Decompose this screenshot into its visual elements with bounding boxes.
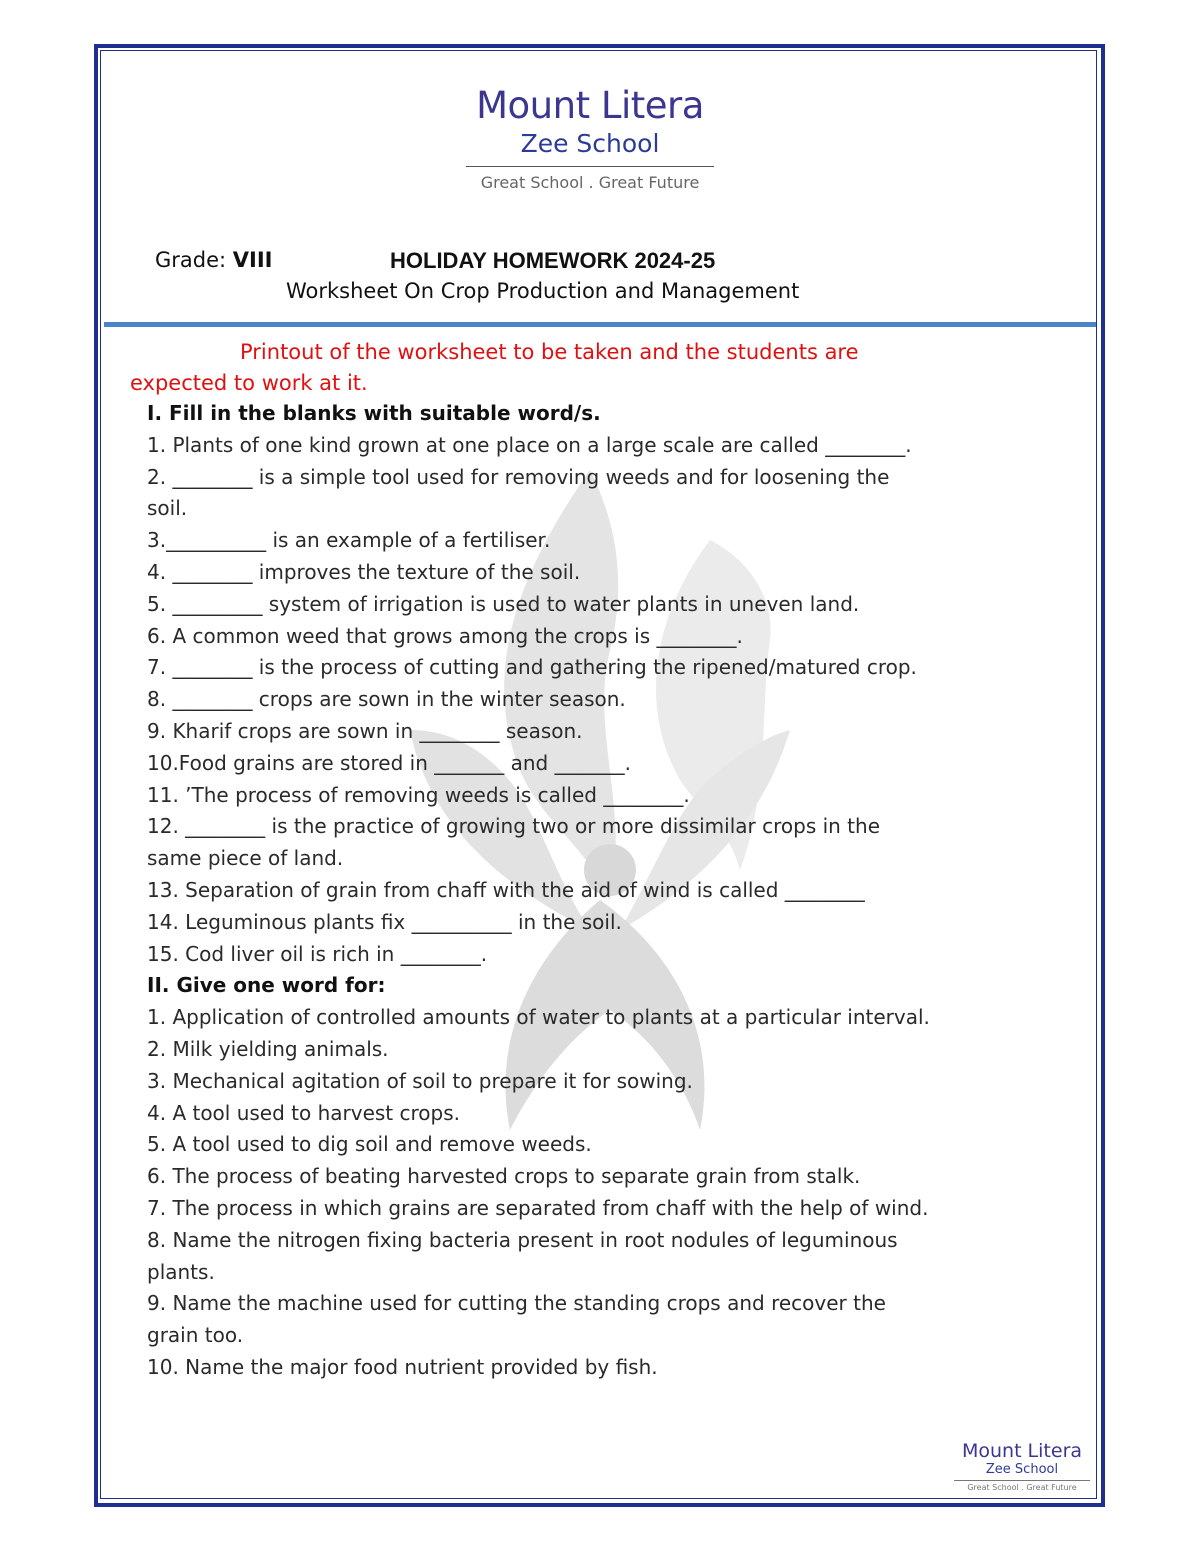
worksheet-content <box>147 398 1027 1384</box>
question-item: 11. ’The process of removing weeds is called ________. <box>147 782 690 807</box>
question-item: 10.Food grains are stored in _______ and _______. <box>147 750 631 775</box>
question-item: 8. ________ crops are sown in the winter season. <box>147 687 626 712</box>
question-item: 5. A tool used to dig soil and remove weeds. <box>147 1132 592 1157</box>
question-item: 15. Cod liver oil is rich in ________. <box>147 941 488 966</box>
question-item: 2. ________ is a simple tool used for removing weeds and for loosening the <box>147 464 890 489</box>
section-2-heading: II. Give one word for: <box>147 973 386 998</box>
instruction-notice <box>130 337 990 399</box>
logo-subname: Zee School <box>520 129 660 158</box>
grade-value: VIII <box>232 248 273 272</box>
question-item: 3.__________ is an example of a fertiliser. <box>147 528 551 553</box>
footer-logo-name: Mount Litera <box>961 1440 1083 1462</box>
question-item: 8. Name the nitrogen fixing bacteria present in root nodules of leguminous <box>147 1227 898 1252</box>
question-item: soil. <box>147 496 188 521</box>
question-item: grain too. <box>147 1323 244 1348</box>
page-title: HOLIDAY HOMEWORK 2024-25 <box>390 248 716 273</box>
footer-school-logo <box>950 1440 1094 1493</box>
question-item: 4. ________ improves the texture of the soil. <box>147 559 581 584</box>
logo-rule <box>466 166 714 167</box>
question-item: 9. Kharif crops are sown in ________ season. <box>147 718 583 743</box>
question-item: 5. _________ system of irrigation is used to water plants in uneven land. <box>147 591 860 616</box>
question-item: 2. Milk yielding animals. <box>147 1036 389 1061</box>
footer-logo-rule <box>954 1480 1090 1481</box>
question-item: 9. Name the machine used for cutting the standing crops and recover the <box>147 1291 886 1316</box>
grade-label: Grade: <box>155 248 227 272</box>
logo-name: Mount Litera <box>476 84 704 127</box>
question-item: 7. The process in which grains are separated from chaff with the help of wind. <box>147 1195 929 1220</box>
question-item: same piece of land. <box>147 846 344 871</box>
section-1-heading: I. Fill in the blanks with suitable word/s. <box>147 401 601 425</box>
grade-line <box>155 248 273 272</box>
school-logo <box>460 84 720 193</box>
notice-line-1: Printout of the worksheet to be taken and the students are <box>240 340 859 364</box>
question-item: 6. The process of beating harvested crops to separate grain from stalk. <box>147 1164 861 1189</box>
footer-logo-subname: Zee School <box>985 1462 1059 1477</box>
question-item: 7. ________ is the process of cutting and gathering the ripened/matured crop. <box>147 655 917 680</box>
question-item: 13. Separation of grain from chaff with the aid of wind is called ________ <box>147 877 865 902</box>
question-item: plants. <box>147 1259 215 1284</box>
question-item: 4. A tool used to harvest crops. <box>147 1100 460 1125</box>
question-item: 1. Application of controlled amounts of water to plants at a particular interval. <box>147 1005 930 1030</box>
question-item: 1. Plants of one kind grown at one place on a large scale are called ________. <box>147 432 912 457</box>
notice-line-2: expected to work at it. <box>130 371 368 395</box>
question-item: 6. A common weed that grows among the crops is ________. <box>147 623 743 648</box>
header-divider <box>104 322 1096 327</box>
footer-logo-tagline: Great School . Great Future <box>967 1483 1077 1492</box>
worksheet-subtitle: Worksheet On Crop Production and Management <box>286 279 800 303</box>
question-item: 10. Name the major food nutrient provided by fish. <box>147 1354 658 1379</box>
question-item: 12. ________ is the practice of growing two or more dissimilar crops in the <box>147 814 881 839</box>
logo-tagline: Great School . Great Future <box>480 173 700 192</box>
question-item: 14. Leguminous plants fix __________ in the soil. <box>147 909 622 934</box>
question-item: 3. Mechanical agitation of soil to prepare it for sowing. <box>147 1068 693 1093</box>
